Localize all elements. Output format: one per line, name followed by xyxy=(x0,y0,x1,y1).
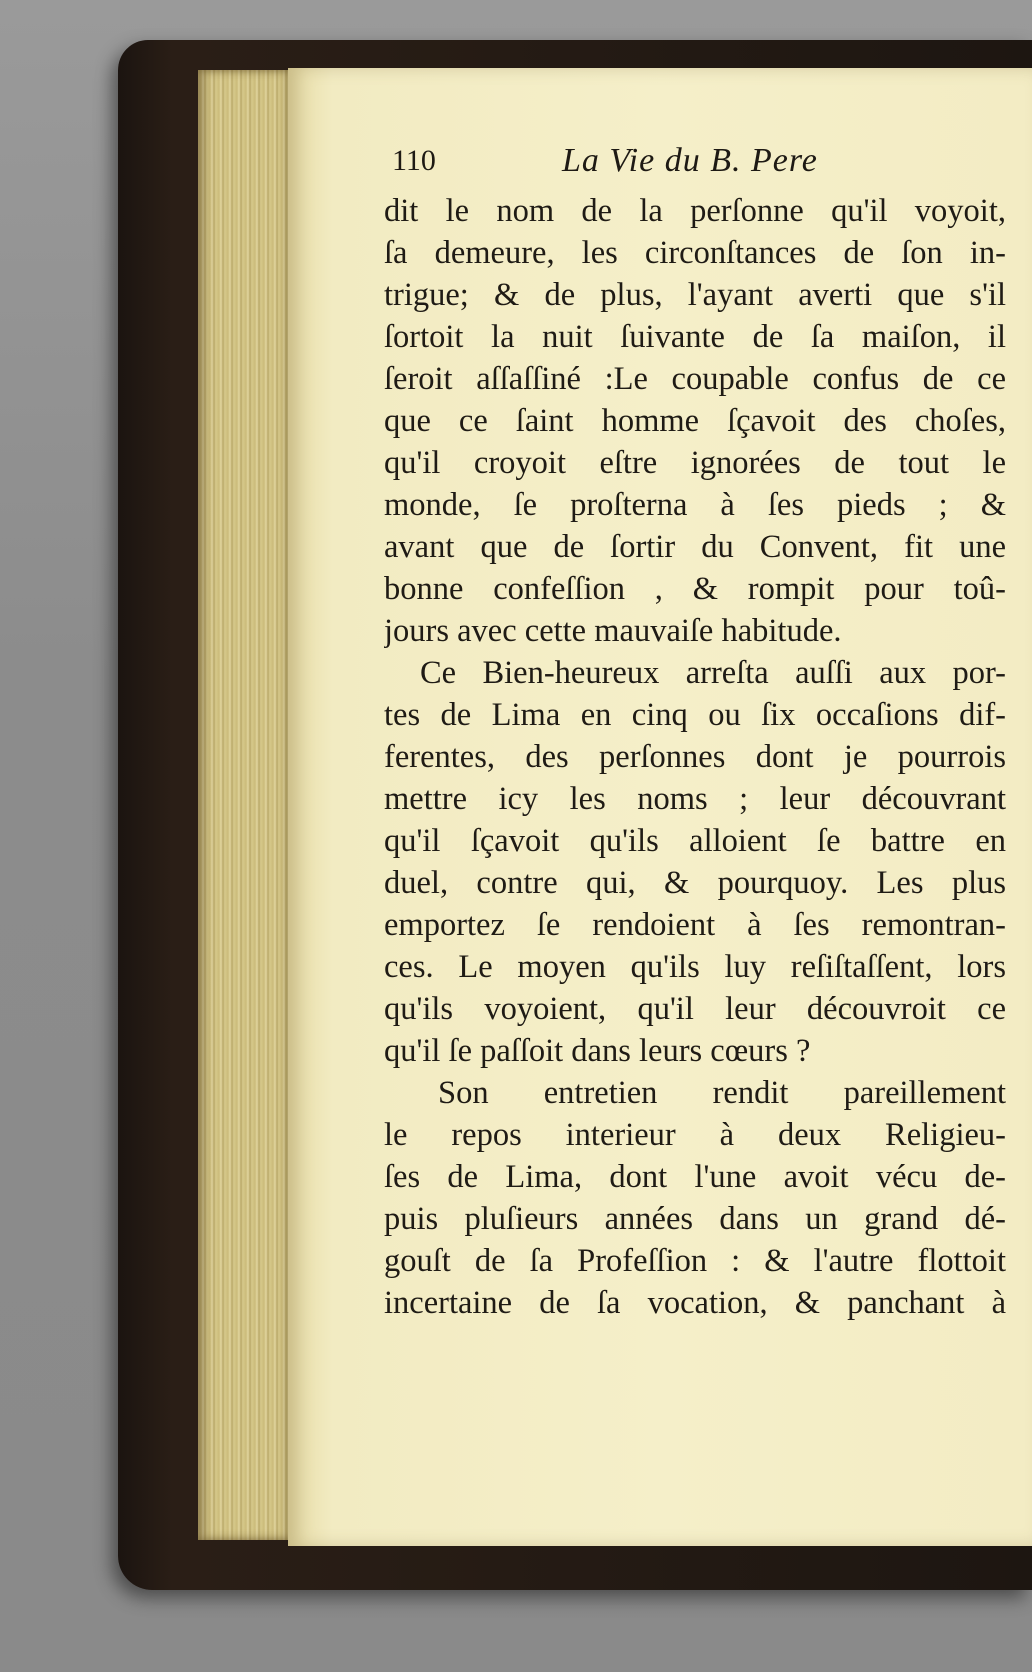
text-line: mettre icy les noms ; leur découvrant xyxy=(384,781,1006,817)
text-line: qu'il ſçavoit qu'ils alloient ſe battre en xyxy=(384,823,1006,859)
body-text xyxy=(384,190,1006,1324)
text-line: puis pluſieurs années dans un grand dé- xyxy=(384,1201,1006,1237)
text-line: le repos interieur à deux Religieu- xyxy=(384,1117,1006,1153)
text-line: duel, contre qui, & pourquoy. Les plus xyxy=(384,865,1006,901)
text-line: ſes de Lima, dont l'une avoit vécu de- xyxy=(384,1159,1006,1195)
text-line: ſortoit la nuit ſuivante de ſa maiſon, il xyxy=(384,319,1006,355)
text-line: monde, ſe proſterna à ſes pieds ; & xyxy=(384,487,1006,523)
text-line: trigue; & de plus, l'ayant averti que s'il xyxy=(384,277,1006,313)
text-line: qu'ils voyoient, qu'il leur découvroit ce xyxy=(384,991,1006,1027)
text-line: ſa demeure, les circonſtances de ſon in- xyxy=(384,235,1006,271)
text-line: tes de Lima en cinq ou ſix occaſions dif- xyxy=(384,697,1006,733)
text-line: que ce ſaint homme ſçavoit des choſes, xyxy=(384,403,1006,439)
text-line: ces. Le moyen qu'ils luy reſiſtaſſent, lors xyxy=(384,949,1006,985)
text-line: dit le nom de la perſonne qu'il voyoit, xyxy=(384,193,1006,229)
text-line: bonne confeſſion , & rompit pour toû- xyxy=(384,571,1006,607)
running-title: La Vie du B. Pere xyxy=(562,142,818,179)
text-line: gouſt de ſa Profeſſion : & l'autre flottoit xyxy=(384,1243,1006,1279)
text-line: jours avec cette mauvaiſe habitude. xyxy=(384,613,842,649)
text-line: ſeroit aſſaſſiné :Le coupable confus de ce xyxy=(384,361,1006,397)
text-line: avant que de ſortir du Convent, fit une xyxy=(384,529,1006,565)
page-edges xyxy=(198,70,290,1540)
paragraph-start-line: Son entretien rendit pareillement xyxy=(438,1075,1006,1111)
text-line: emportez ſe rendoient à ſes remontran- xyxy=(384,907,1006,943)
text-line: ferentes, des perſonnes dont je pourrois xyxy=(384,739,1006,775)
text-line: incertaine de ſa vocation, & panchant à xyxy=(384,1285,1006,1321)
page-header xyxy=(392,144,862,190)
paragraph-start-line: Ce Bien-heureux arreſta auſſi aux por- xyxy=(420,655,1006,691)
text-line: qu'il ſe paſſoit dans leurs cœurs ? xyxy=(384,1033,811,1069)
page-number: 110 xyxy=(392,144,436,177)
text-line: qu'il croyoit eſtre ignorées de tout le xyxy=(384,445,1006,481)
